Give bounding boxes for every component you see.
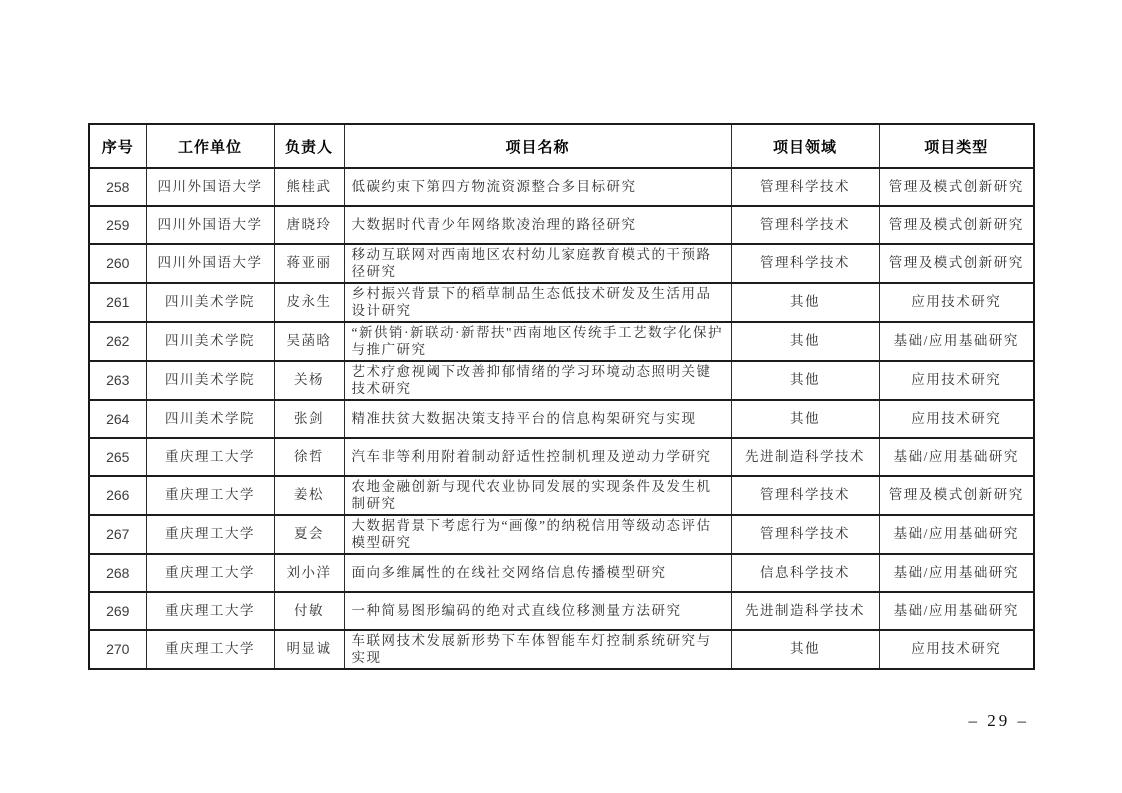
table-row [89, 244, 1034, 283]
cell-serial: 267 [89, 515, 146, 554]
table-row [89, 400, 1034, 438]
cell-unit: 重庆理工大学 [146, 554, 274, 592]
cell-serial: 261 [89, 283, 146, 322]
cell-unit: 四川美术学院 [146, 361, 274, 400]
cell-type: 管理及模式创新研究 [879, 476, 1034, 515]
table-body [89, 168, 1034, 669]
cell-unit: 四川外国语大学 [146, 206, 274, 244]
cell-serial: 268 [89, 554, 146, 592]
cell-leader: 吴菡晗 [274, 322, 344, 361]
cell-leader: 唐晓玲 [274, 206, 344, 244]
cell-unit: 四川美术学院 [146, 283, 274, 322]
cell-leader: 付敏 [274, 592, 344, 630]
cell-project: 艺术疗愈视阈下改善抑郁情绪的学习环境动态照明关键技术研究 [344, 361, 731, 400]
cell-serial: 264 [89, 400, 146, 438]
cell-serial: 262 [89, 322, 146, 361]
cell-serial: 263 [89, 361, 146, 400]
cell-project: 移动互联网对西南地区农村幼儿家庭教育模式的干预路径研究 [344, 244, 731, 283]
cell-leader: 熊桂武 [274, 168, 344, 206]
page-number: – 29 – [968, 711, 1029, 730]
cell-serial: 265 [89, 438, 146, 476]
cell-project: 汽车非等利用附着制动舒适性控制机理及逆动力学研究 [344, 438, 731, 476]
cell-type: 基础/应用基础研究 [879, 592, 1034, 630]
table-row [89, 361, 1034, 400]
table-row [89, 168, 1034, 206]
cell-leader: 夏会 [274, 515, 344, 554]
cell-field: 管理科学技术 [731, 476, 879, 515]
cell-type: 管理及模式创新研究 [879, 206, 1034, 244]
cell-serial: 258 [89, 168, 146, 206]
cell-leader: 蒋亚丽 [274, 244, 344, 283]
table-row [89, 322, 1034, 361]
cell-project: 低碳约束下第四方物流资源整合多目标研究 [344, 168, 731, 206]
cell-serial: 270 [89, 630, 146, 669]
cell-field: 管理科学技术 [731, 515, 879, 554]
cell-serial: 260 [89, 244, 146, 283]
cell-type: 基础/应用基础研究 [879, 438, 1034, 476]
projects-table [88, 123, 1035, 670]
cell-type: 应用技术研究 [879, 283, 1034, 322]
table-row [89, 283, 1034, 322]
cell-leader: 刘小洋 [274, 554, 344, 592]
cell-field: 管理科学技术 [731, 206, 879, 244]
cell-leader: 张剑 [274, 400, 344, 438]
cell-leader: 姜松 [274, 476, 344, 515]
cell-project: 大数据时代青少年网络欺凌治理的路径研究 [344, 206, 731, 244]
column-header-serial: 序号 [89, 124, 146, 168]
table-row [89, 476, 1034, 515]
cell-project: 精准扶贫大数据决策支持平台的信息构架研究与实现 [344, 400, 731, 438]
column-header-project: 项目名称 [344, 124, 731, 168]
cell-serial: 269 [89, 592, 146, 630]
cell-leader: 徐哲 [274, 438, 344, 476]
cell-unit: 四川外国语大学 [146, 244, 274, 283]
cell-type: 应用技术研究 [879, 630, 1034, 669]
cell-project: 大数据背景下考虑行为“画像”的纳税信用等级动态评估模型研究 [344, 515, 731, 554]
cell-type: 基础/应用基础研究 [879, 554, 1034, 592]
column-header-leader: 负责人 [274, 124, 344, 168]
cell-field: 其他 [731, 630, 879, 669]
table-header-row [89, 124, 1034, 168]
cell-field: 先进制造科学技术 [731, 438, 879, 476]
cell-field: 其他 [731, 400, 879, 438]
cell-project: 一种简易图形编码的绝对式直线位移测量方法研究 [344, 592, 731, 630]
column-header-type: 项目类型 [879, 124, 1034, 168]
table-row [89, 438, 1034, 476]
cell-project: 农地金融创新与现代农业协同发展的实现条件及发生机制研究 [344, 476, 731, 515]
cell-unit: 重庆理工大学 [146, 630, 274, 669]
cell-unit: 重庆理工大学 [146, 476, 274, 515]
cell-field: 其他 [731, 283, 879, 322]
cell-unit: 四川外国语大学 [146, 168, 274, 206]
cell-unit: 重庆理工大学 [146, 592, 274, 630]
table-row [89, 592, 1034, 630]
cell-unit: 四川美术学院 [146, 322, 274, 361]
cell-leader: 关杨 [274, 361, 344, 400]
cell-type: 基础/应用基础研究 [879, 515, 1034, 554]
cell-project: 乡村振兴背景下的稻草制品生态低技术研发及生活用品设计研究 [344, 283, 731, 322]
cell-serial: 266 [89, 476, 146, 515]
cell-type: 应用技术研究 [879, 361, 1034, 400]
table-row [89, 515, 1034, 554]
cell-field: 管理科学技术 [731, 168, 879, 206]
cell-project: 面向多维属性的在线社交网络信息传播模型研究 [344, 554, 731, 592]
cell-field: 信息科学技术 [731, 554, 879, 592]
cell-type: 管理及模式创新研究 [879, 244, 1034, 283]
cell-serial: 259 [89, 206, 146, 244]
table-row [89, 630, 1034, 669]
cell-type: 基础/应用基础研究 [879, 322, 1034, 361]
cell-unit: 四川美术学院 [146, 400, 274, 438]
column-header-unit: 工作单位 [146, 124, 274, 168]
cell-unit: 重庆理工大学 [146, 438, 274, 476]
cell-leader: 明显诚 [274, 630, 344, 669]
cell-field: 先进制造科学技术 [731, 592, 879, 630]
cell-leader: 皮永生 [274, 283, 344, 322]
cell-type: 管理及模式创新研究 [879, 168, 1034, 206]
cell-project: “新供销·新联动·新帮扶"西南地区传统手工艺数字化保护与推广研究 [344, 322, 731, 361]
cell-field: 其他 [731, 361, 879, 400]
column-header-field: 项目领域 [731, 124, 879, 168]
cell-type: 应用技术研究 [879, 400, 1034, 438]
cell-field: 管理科学技术 [731, 244, 879, 283]
table-row [89, 554, 1034, 592]
cell-project: 车联网技术发展新形势下车体智能车灯控制系统研究与实现 [344, 630, 731, 669]
cell-field: 其他 [731, 322, 879, 361]
cell-unit: 重庆理工大学 [146, 515, 274, 554]
table-row [89, 206, 1034, 244]
